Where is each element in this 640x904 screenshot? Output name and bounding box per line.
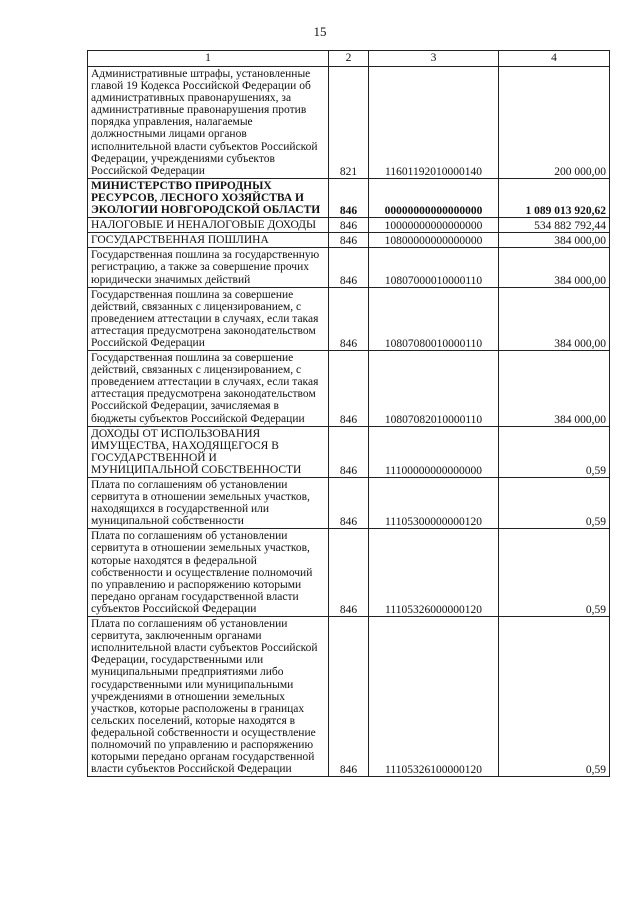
row-revenue-code-cell: 00000000000000000 [369,178,499,217]
table-row [88,617,610,777]
row-name-cell: Плата по соглашениям об установлении сервитута в отношении земельных участков, которые находятся в федеральной собственности и осуществление полномочий по управлению и распоряжению которыми передано органам государственной власти субъектов Российской Федерации [88,529,329,617]
row-amount-cell: 534 882 792,44 [499,218,610,233]
row-admin-code-cell: 821 [329,67,369,179]
row-amount-cell: 200 000,00 [499,67,610,179]
column-header-4: 4 [499,51,610,67]
row-admin-code-cell: 846 [329,426,369,477]
row-admin-code-cell: 846 [329,218,369,233]
row-revenue-code-cell: 11100000000000000 [369,426,499,477]
row-revenue-code-cell: 11105326000000120 [369,529,499,617]
table-row [88,67,610,179]
row-amount-cell: 384 000,00 [499,248,610,287]
row-amount-cell: 0,59 [499,617,610,777]
revenue-table [87,50,610,777]
row-revenue-code-cell: 10000000000000000 [369,218,499,233]
row-name-cell: ДОХОДЫ ОТ ИСПОЛЬЗОВАНИЯ ИМУЩЕСТВА, НАХОДЯЩЕГОСЯ В ГОСУДАРСТВЕННОЙ И МУНИЦИПАЛЬНОЙ СОБСТВЕННОСТИ [88,426,329,477]
row-revenue-code-cell: 11105326100000120 [369,617,499,777]
table-row [88,478,610,529]
row-name-cell: Плата по соглашениям об установлении сервитута, заключенным органами исполнительной власти субъектов Российской Федерации, государственными или муниципальными предприятиями либо государственными или муниципальными учреждениями в отношении земельных участков, которые расположены в границах сельских поселений, которые находятся в федеральной собственности и осуществление полномочий по управлению и распоряжению которыми передано органам государственной власти субъектов Российской Федерации [88,617,329,777]
table-row [88,529,610,617]
page-number: 15 [313,24,327,39]
row-amount-cell: 0,59 [499,529,610,617]
row-amount-cell: 384 000,00 [499,287,610,350]
row-revenue-code-cell: 10807082010000110 [369,351,499,427]
row-admin-code-cell: 846 [329,351,369,427]
row-admin-code-cell: 846 [329,478,369,529]
column-header-3: 3 [369,51,499,67]
table-row [88,233,610,248]
row-amount-cell: 384 000,00 [499,351,610,427]
table-row [88,426,610,477]
row-revenue-code-cell: 10807000010000110 [369,248,499,287]
row-revenue-code-cell: 11105300000000120 [369,478,499,529]
row-amount-cell: 384 000,00 [499,233,610,248]
table-row [88,248,610,287]
row-revenue-code-cell: 11601192010000140 [369,67,499,179]
row-admin-code-cell: 846 [329,617,369,777]
table-row [88,287,610,350]
row-name-cell: Административные штрафы, установленные главой 19 Кодекса Российской Федерации об административных правонарушениях, за административные правонарушения против порядка управления, налагаемые должностными лицами органов исполнительной власти субъектов Российской Федерации, учреждениями субъектов Российской Федерации [88,67,329,179]
row-name-cell: Плата по соглашениям об установлении сервитута в отношении земельных участков, находящихся в государственной или муниципальной собственности [88,478,329,529]
table-row [88,351,610,427]
row-amount-cell: 0,59 [499,478,610,529]
table-row [88,218,610,233]
row-name-cell: Государственная пошлина за совершение действий, связанных с лицензированием, с проведением аттестации в случаях, если такая аттестация предусмотрена законодательством Российской Федерации [88,287,329,350]
table-row [88,178,610,217]
row-admin-code-cell: 846 [329,178,369,217]
row-name-cell: НАЛОГОВЫЕ И НЕНАЛОГОВЫЕ ДОХОДЫ [88,218,329,233]
row-admin-code-cell: 846 [329,233,369,248]
row-admin-code-cell: 846 [329,529,369,617]
row-amount-cell: 0,59 [499,426,610,477]
column-header-1: 1 [88,51,329,67]
row-name-cell: Государственная пошлина за государственную регистрацию, а также за совершение прочих юридически значимых действий [88,248,329,287]
column-header-row [88,51,610,67]
row-admin-code-cell: 846 [329,248,369,287]
row-revenue-code-cell: 10807080010000110 [369,287,499,350]
column-header-2: 2 [329,51,369,67]
row-admin-code-cell: 846 [329,287,369,350]
row-revenue-code-cell: 10800000000000000 [369,233,499,248]
row-name-cell: Государственная пошлина за совершение действий, связанных с лицензированием, с проведением аттестации в случаях, если такая аттестация предусмотрена законодательством Российской Федерации, зачисляемая в бюджеты субъектов Российской Федерации [88,351,329,427]
row-name-cell: МИНИСТЕРСТВО ПРИРОДНЫХ РЕСУРСОВ, ЛЕСНОГО ХОЗЯЙСТВА И ЭКОЛОГИИ НОВГОРОДСКОЙ ОБЛАСТИ [88,178,329,217]
row-name-cell: ГОСУДАРСТВЕННАЯ ПОШЛИНА [88,233,329,248]
row-amount-cell: 1 089 013 920,62 [499,178,610,217]
